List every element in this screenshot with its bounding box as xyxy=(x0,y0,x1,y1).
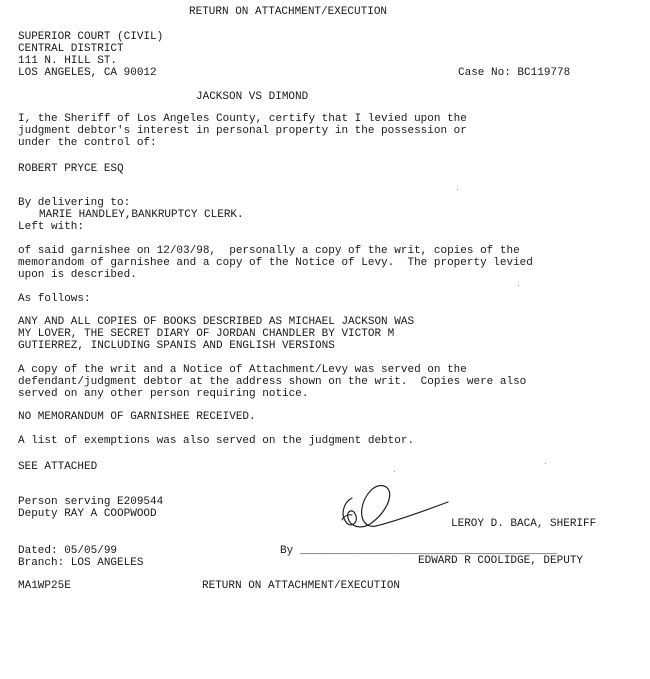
branch-line: Branch: LOS ANGELES xyxy=(18,557,144,569)
copy-line: served on any other person requiring notice. xyxy=(18,388,309,400)
service-line: of said garnishee on 12/03/98, personally a copy of the writ, copies of the xyxy=(18,245,520,257)
court-name-line: SUPERIOR COURT (CIVIL) xyxy=(18,31,164,43)
certification-line: under the control of: xyxy=(18,137,157,149)
certification-line: judgment debtor's interest in personal property in the possession or xyxy=(18,125,467,137)
dated-line: Dated: 05/05/99 xyxy=(18,545,118,557)
scan-speck xyxy=(394,471,395,472)
as-follows-label: As follows: xyxy=(18,293,91,305)
serving-deputy: Deputy RAY A COOPWOOD xyxy=(18,508,157,520)
service-line: memorandom of garnishee and a copy of the Notice of Levy. The property levied xyxy=(18,257,533,269)
signature-by-line: By _______________________________________ xyxy=(280,545,558,557)
delivery-recipient: MARIE HANDLEY,BANKRUPTCY CLERK. xyxy=(39,209,244,221)
service-line: upon is described. xyxy=(18,269,137,281)
property-line: MY LOVER, THE SECRET DIARY OF JORDAN CHANDLER BY VICTOR M xyxy=(18,328,395,340)
footer-title: RETURN ON ATTACHMENT/EXECUTION xyxy=(202,580,401,592)
certification-line: I, the Sheriff of Los Angeles County, certify that I levied upon the xyxy=(18,113,467,125)
scan-speck xyxy=(518,285,519,286)
property-line: GUTIERREZ, INCLUDING SPANIS AND ENGLISH VERSIONS xyxy=(18,340,335,352)
form-title: RETURN ON ATTACHMENT/EXECUTION xyxy=(189,6,388,18)
court-city-line: LOS ANGELES, CA 90012 xyxy=(18,67,157,79)
case-number: Case No: BC119778 xyxy=(458,67,571,79)
scan-speck xyxy=(545,463,546,464)
garnishee-name: ROBERT PRYCE ESQ xyxy=(18,163,124,175)
scan-speck xyxy=(457,189,458,190)
copy-line: A copy of the writ and a Notice of Attachment/Levy was served on the xyxy=(18,364,467,376)
exemptions-note: A list of exemptions was also served on the judgment debtor. xyxy=(18,435,415,447)
form-code: MA1WP25E xyxy=(18,580,71,592)
memorandum-note: NO MEMORANDUM OF GARNISHEE RECEIVED. xyxy=(18,411,256,423)
deputy-signer: EDWARD R COOLIDGE, DEPUTY xyxy=(418,555,584,567)
sheriff-name: LEROY D. BACA, SHERIFF xyxy=(451,518,597,530)
court-district-line: CENTRAL DISTRICT xyxy=(18,43,124,55)
delivery-label: By delivering to: xyxy=(18,197,131,209)
case-caption: JACKSON VS DIMOND xyxy=(196,91,309,103)
person-serving: Person serving E209544 xyxy=(18,496,164,508)
property-line: ANY AND ALL COPIES OF BOOKS DESCRIBED AS MICHAEL JACKSON WAS xyxy=(18,316,415,328)
court-street-line: 111 N. HILL ST. xyxy=(18,55,118,67)
see-attached-note: SEE ATTACHED xyxy=(18,461,98,473)
handwritten-signature xyxy=(330,478,460,538)
left-with-label: Left with: xyxy=(18,221,85,233)
copy-line: defendant/judgment debtor at the address shown on the writ. Copies were also xyxy=(18,376,527,388)
